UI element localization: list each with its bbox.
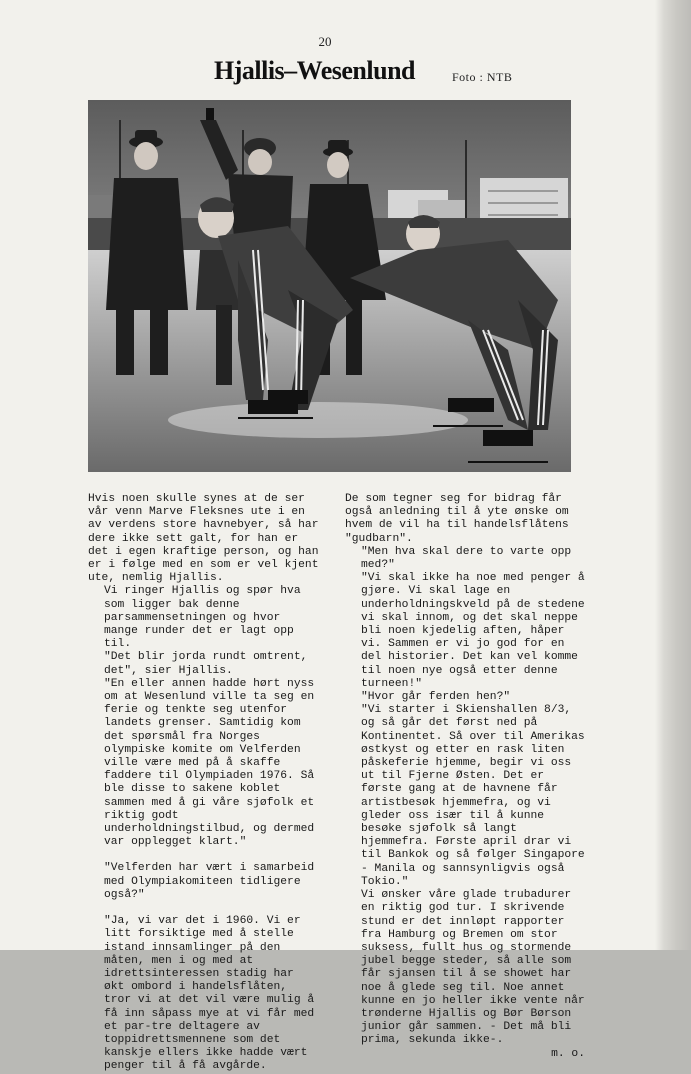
paragraph: "Men hva skal dere to varte opp med?" [361,545,572,572]
paragraph: "Det blir jorda rundt omtrent, det", sier Hjallis. [104,651,308,677]
paragraph: "En eller annen hadde hørt nyss om at Wesenlund ville ta seg en ferie og tenkte seg utenfor landets grenser. Samtidig kom det spørsmål fra Norges olympiske komite om Velferden ville være med på å skaffe faddere til Olympiaden 1976. Så ble disse to sakene koblet sammen med å gi våre sjøfolk et riktig godt underholdningstilbud, og dermed var opplegget klart." [104,677,315,849]
paragraph: "Vi skal ikke ha noe med penger å gjøre. Vi skal lage en underholdningskveld på de stedene vi skal innom, og det skal neppe bli noen kjedelig aften, håper vi. Sammen er vi jo god for en del historier. Det kan vel komme til noen nye også etter denne turneen!" [361,572,585,690]
paragraph: "Ja, vi var det i 1960. Vi er litt forsiktige med å stelle istand innsamlinger på den måten, men i og med at idrettsinteressen stadig har økt ombord i handelsflåten, tror vi at det vil være mulig å få inn såpass mye at vi får med et par-tre deltagere av toppidrettsmennene som det kanskje ellers ikke hadde vært penger til å få avgårde. [104,915,315,1073]
signature-line [345,1048,585,1061]
left-text-column [88,493,320,1074]
paragraph: Vi ønsker våre glade trubadurer en riktig god tur. I skrivende stund er det innløpt rapporter fra Hamburg og Bremen om stor suksess, fullt hus og stormende jubel begge steder, så alle som får sjansen til å se showet har noe å glede seg til. Noe annet kunne en jo heller ikke vente når trønderne Hjallis og Bør Børson junior går sammen. - Det må bli prima, sekunda ikke-. [361,889,585,1047]
paragraph: "Hvor går ferden hen?" [361,691,511,704]
photo-credit: Foto : NTB [452,70,513,84]
paragraph: "Velferden har vært i samarbeid med Olympiakomiteen tidligere også?" [104,862,315,901]
paragraph: De som tegner seg for bidrag får også anledning til å yte ønske om hvem de vil ha til handelsflåtens "gudbarn". [345,493,569,545]
author-signature: m. o. [551,1047,585,1060]
right-text-column [345,493,585,1061]
article-title: Hjallis–Wesenlund [214,56,415,85]
paragraph: "Vi starter i Skienshallen 8/3, og så går det først ned på Kontinentet. Så over til Amerikas østkyst og etter en rask liten påskeferie hjemme, begir vi oss ut til Fjerne Østen. Det er første gang at de havnene får artistbesøk hjemmefra, og vi gleder oss især til å kunne besøke sjøfolk så langt hjemmefra. Første april drar vi til Bankok og så følger Singapore - Manila og sannsynligvis også Tokio." [361,704,585,888]
page-edge [655,0,691,950]
article-photo [88,100,571,472]
page-number: 20 [318,34,332,49]
paragraph: Hvis noen skulle synes at de ser vår venn Marve Fleksnes ute i en av verdens store havnebyer, så har dere ikke sett galt, for han er det i egen kraftige person, og han er i følge med en som er vel kjent ute, nemlig Hjallis. [88,493,319,585]
paragraph: Vi ringer Hjallis og spør hva som ligger bak denne parsammensetningen og hvor mange runder det er lagt opp til. [104,585,301,651]
